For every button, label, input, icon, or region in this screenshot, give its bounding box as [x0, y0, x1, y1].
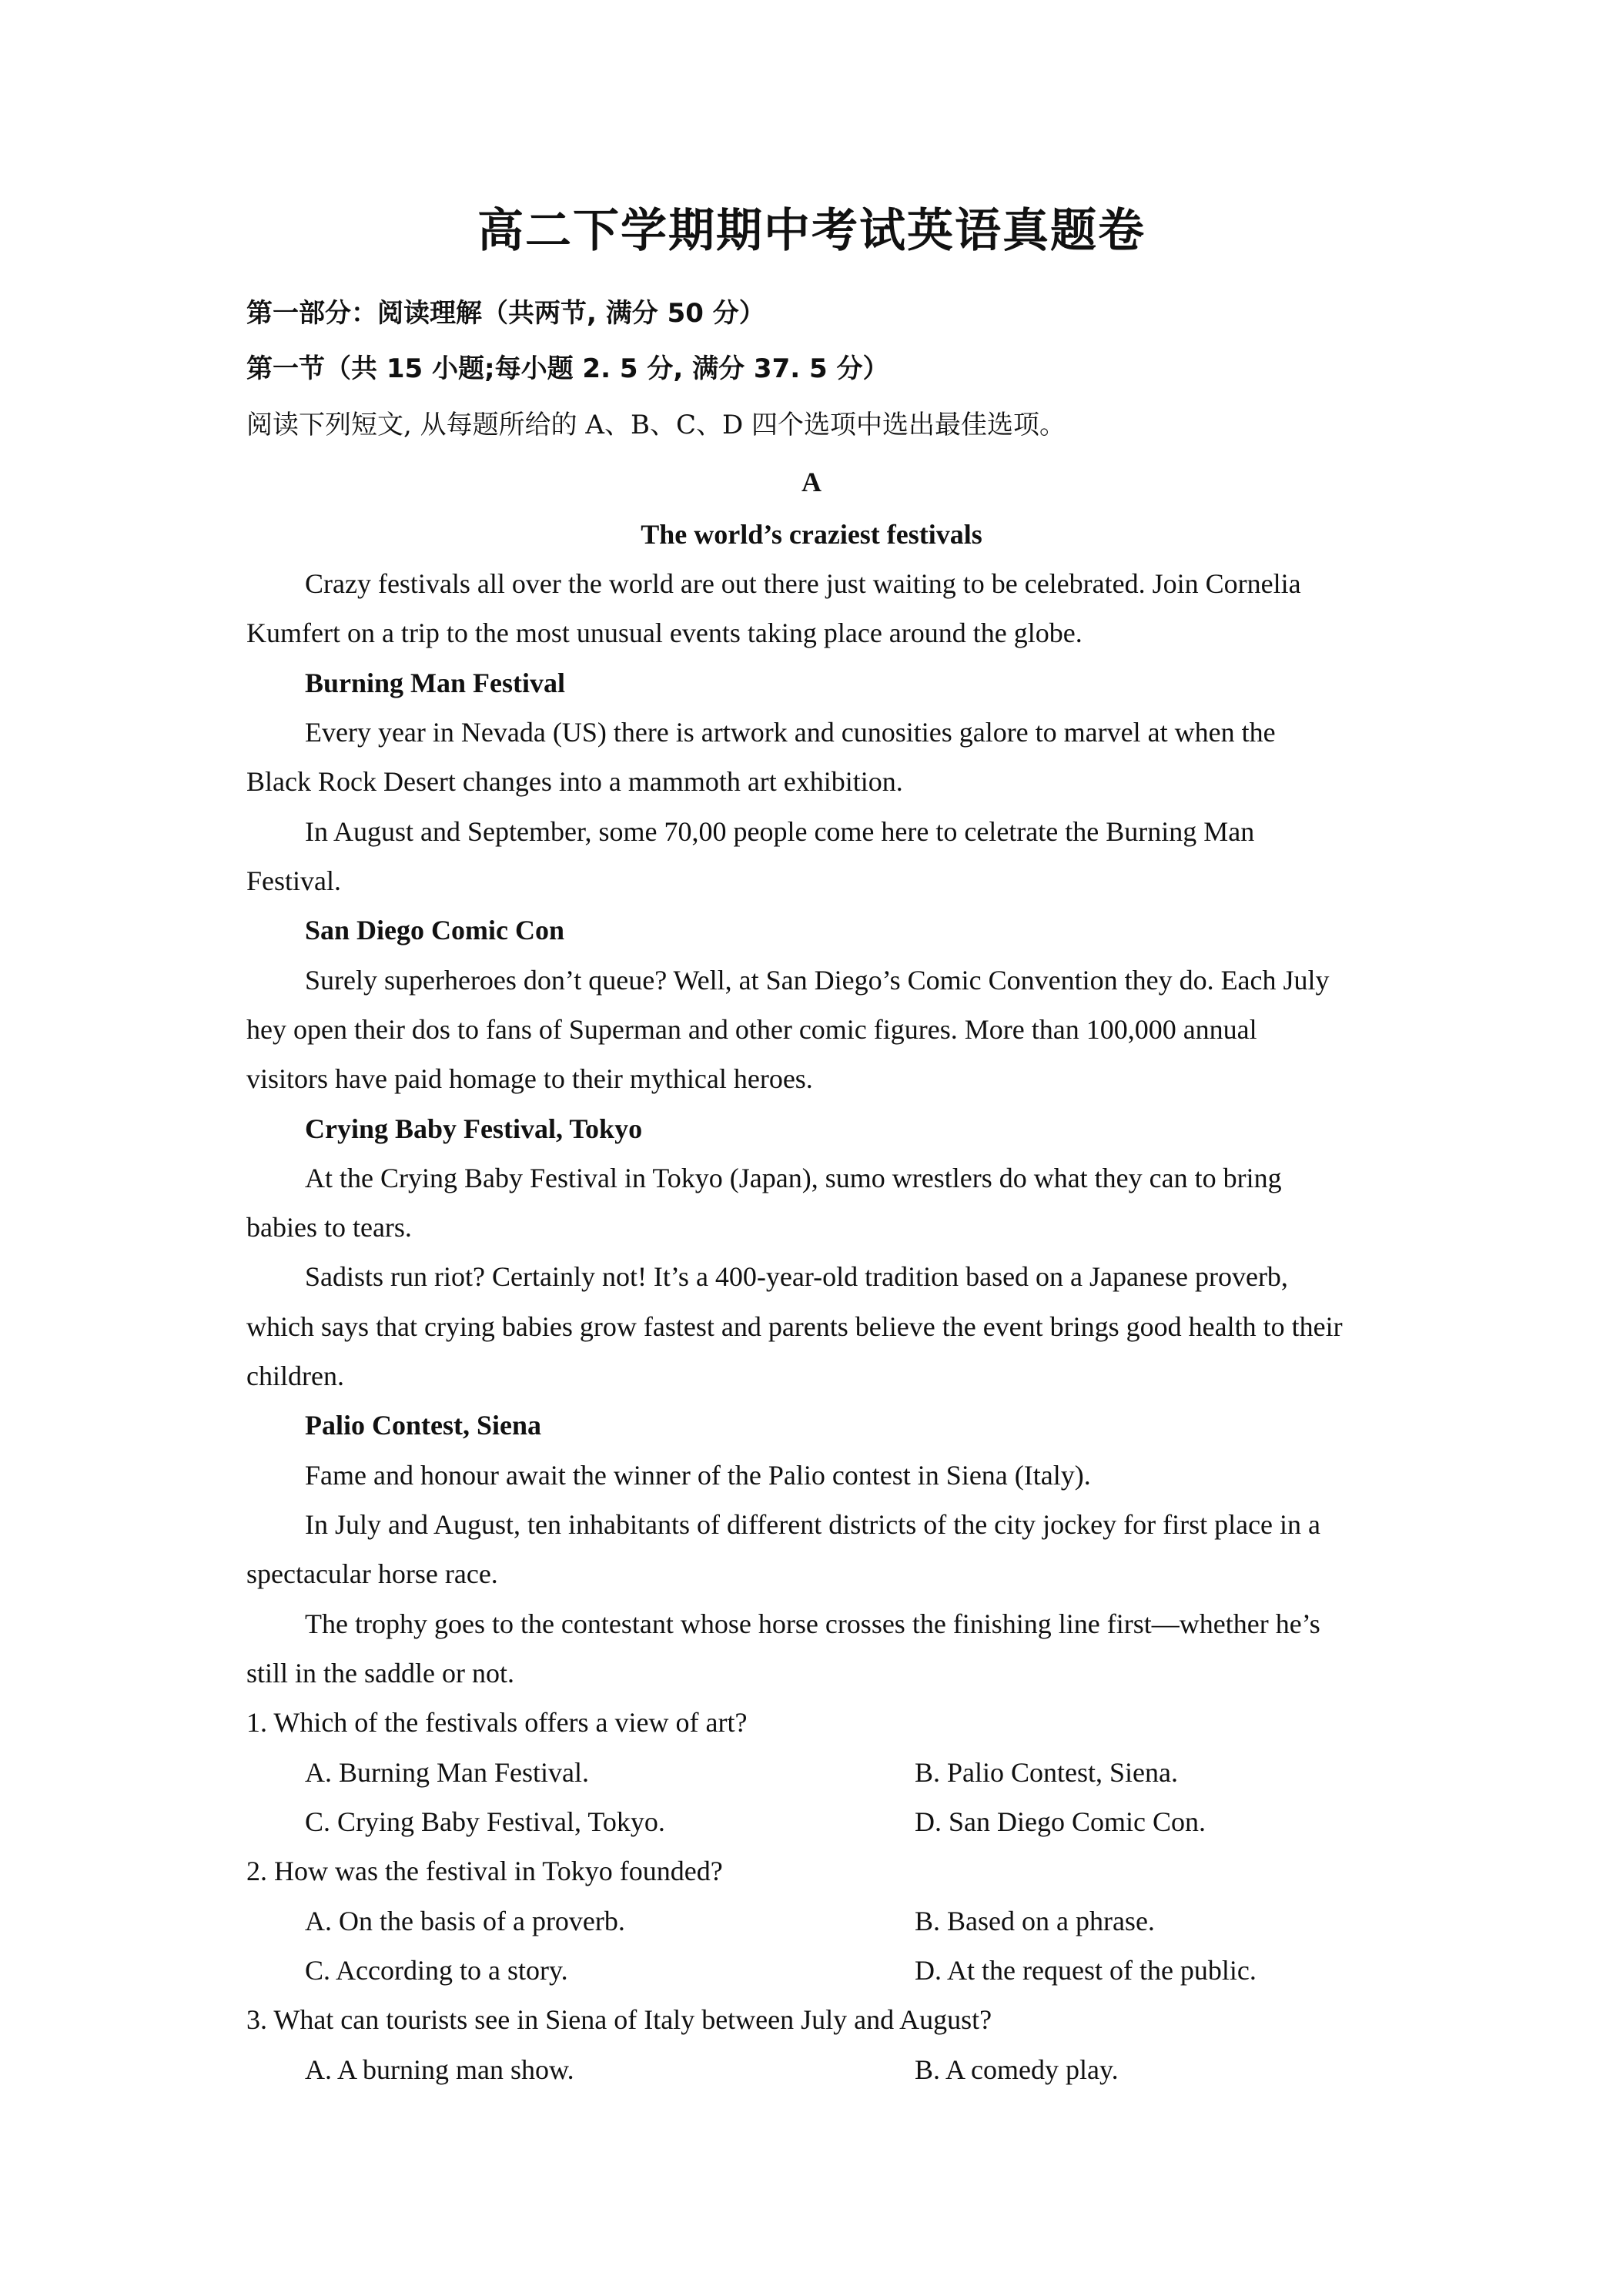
paragraph-line: visitors have paid homage to their mythical heroes. — [246, 1063, 813, 1094]
answer-option: C. According to a story. — [305, 1955, 568, 1986]
paragraph-line: which says that crying babies grow fastest and parents believe the event brings good health to their — [246, 1311, 1343, 1342]
paragraph-line: Festival. — [246, 865, 341, 896]
paragraph-line: babies to tears. — [246, 1212, 412, 1243]
instructions: 阅读下列短文, 从每题所给的 A、B、C、D 四个选项中选出最佳选项。 — [246, 410, 1066, 440]
paragraph-line: hey open their dos to fans of Superman and other comic figures. More than 100,000 annual — [246, 1014, 1257, 1045]
answer-option: B. A comedy play. — [915, 2054, 1119, 2085]
answer-option: C. Crying Baby Festival, Tokyo. — [305, 1806, 665, 1837]
paragraph-line: In August and September, some 70,00 people come here to celetrate the Burning Man — [305, 816, 1255, 847]
paragraph-line: Sadists run riot? Certainly not! It’s a 400-year-old tradition based on a Japanese proverb, — [305, 1261, 1288, 1292]
answer-option: B. Based on a phrase. — [915, 1906, 1155, 1936]
exam-title: 高二下学期期中考试英语真题卷 — [477, 204, 1146, 258]
paragraph-line: children. — [246, 1361, 344, 1391]
paragraph-line: In July and August, ten inhabitants of different districts of the city jockey for first place in a — [305, 1509, 1321, 1540]
paragraph-line: still in the saddle or not. — [246, 1658, 514, 1689]
answer-option: A. A burning man show. — [305, 2054, 574, 2085]
answer-option: A. Burning Man Festival. — [305, 1757, 589, 1788]
passage-letter: A — [801, 467, 822, 497]
section-heading: 第一节（共 15 小题;每小题 2. 5 分, 满分 37. 5 分） — [246, 353, 889, 384]
question-stem: 2. How was the festival in Tokyo founded? — [246, 1856, 723, 1886]
question-stem: 3. What can tourists see in Siena of Italy between July and August? — [246, 2004, 992, 2035]
part-heading: 第一部分：阅读理解（共两节, 满分 50 分） — [246, 298, 765, 329]
intro-line: Kumfert on a trip to the most unusual events taking place around the globe. — [246, 618, 1083, 648]
answer-option: D. At the request of the public. — [915, 1955, 1257, 1986]
answer-option: B. Palio Contest, Siena. — [915, 1757, 1178, 1788]
intro-line: Crazy festivals all over the world are out there just waiting to be celebrated. Join Cornelia — [305, 568, 1301, 599]
paragraph-line: Every year in Nevada (US) there is artwork and cunosities galore to marvel at when the — [305, 717, 1276, 748]
answer-option: D. San Diego Comic Con. — [915, 1806, 1206, 1837]
paragraph-line: At the Crying Baby Festival in Tokyo (Japan), sumo wrestlers do what they can to bring — [305, 1163, 1282, 1193]
paragraph-line: Surely superheroes don’t queue? Well, at San Diego’s Comic Convention they do. Each July — [305, 965, 1330, 996]
paragraph-line: spectacular horse race. — [246, 1558, 498, 1589]
question-stem: 1. Which of the festivals offers a view of art? — [246, 1707, 748, 1738]
paragraph-line: Black Rock Desert changes into a mammoth art exhibition. — [246, 766, 903, 797]
festival-heading: San Diego Comic Con — [305, 915, 565, 946]
festival-heading: Palio Contest, Siena — [305, 1410, 542, 1441]
festival-heading: Crying Baby Festival, Tokyo — [305, 1113, 643, 1144]
festival-heading: Burning Man Festival — [305, 668, 566, 698]
answer-option: A. On the basis of a proverb. — [305, 1906, 625, 1936]
paragraph-line: Fame and honour await the winner of the Palio contest in Siena (Italy). — [305, 1460, 1091, 1491]
passage-title: The world’s craziest festivals — [641, 519, 982, 550]
paragraph-line: The trophy goes to the contestant whose horse crosses the finishing line first—whether he’s — [305, 1608, 1320, 1639]
